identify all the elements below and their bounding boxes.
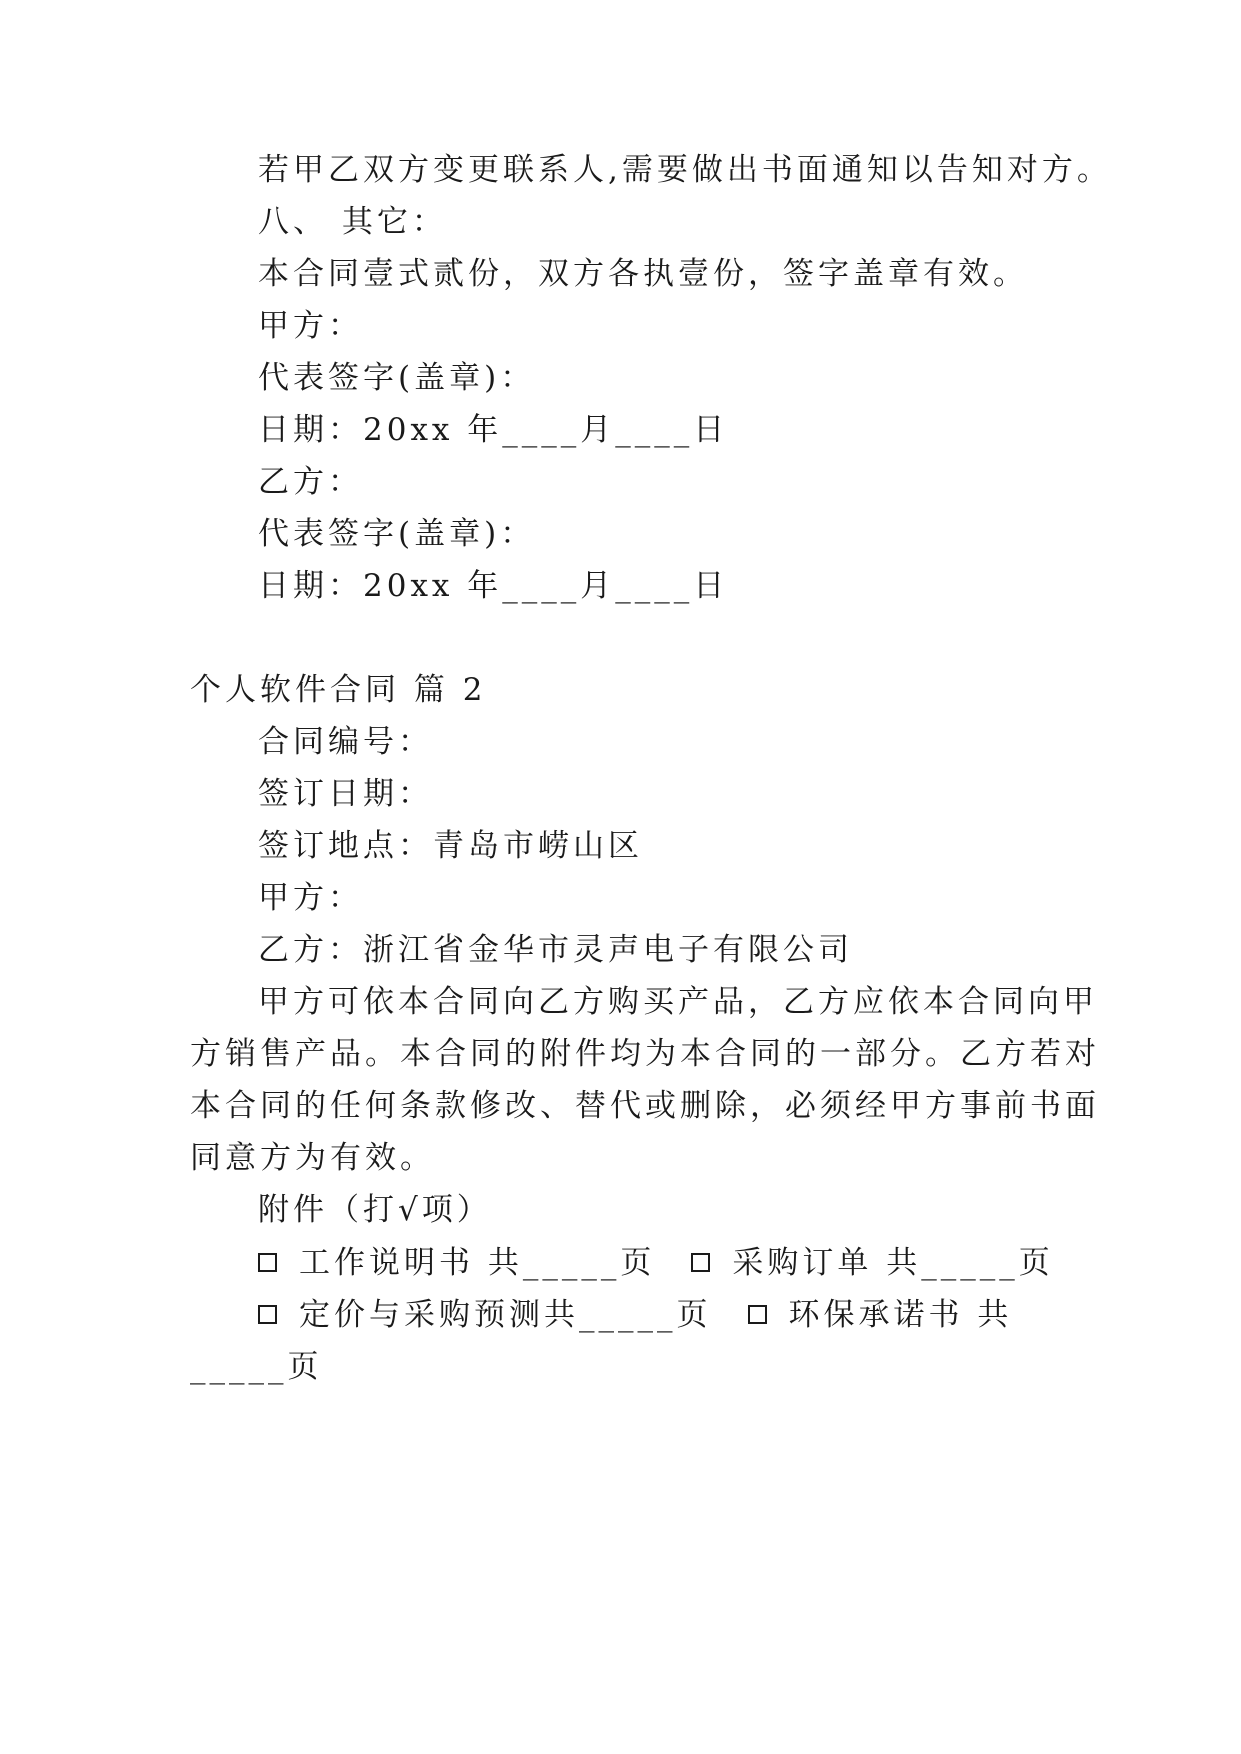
clause8-title: 八、 其它： [258, 204, 447, 240]
party-b-label: 乙方： [258, 464, 363, 500]
paragraph-line: 同意方为有效。 [190, 1140, 435, 1176]
clause8-text: 本合同壹式贰份，双方各执壹份，签字盖章有效。 [258, 256, 1028, 292]
paragraph-line: 方销售产品。本合同的附件均为本合同的一部分。乙方若对 [190, 1036, 1100, 1072]
sign-place: 签订地点：青岛市崂山区 [258, 828, 643, 864]
checkbox-icon[interactable] [748, 1305, 767, 1324]
checkbox-icon[interactable] [258, 1305, 277, 1324]
attachment-item: 工作说明书 共_____页 [299, 1245, 656, 1281]
party-a-signature: 代表签字(盖章)： [258, 360, 536, 396]
checkbox-icon[interactable] [691, 1253, 710, 1272]
attachment-row [258, 1243, 1054, 1283]
paragraph-line: 甲方可依本合同向乙方购买产品，乙方应依本合同向甲 [258, 984, 1098, 1020]
attachment-item: 定价与采购预测共_____页 [299, 1297, 712, 1333]
party-b-date: 日期：20xx 年____月____日 [258, 568, 729, 604]
section-heading: 个人软件合同 篇 2 [190, 672, 487, 708]
attachment-row [258, 1295, 1012, 1335]
attachments-label: 附件（打√项） [258, 1192, 492, 1228]
checkbox-icon[interactable] [258, 1253, 277, 1272]
contact-change-text: 若甲乙双方变更联系人,需要做出书面通知以告知对方。 [258, 152, 1112, 188]
attachment-item: 环保承诺书 共 [788, 1297, 1013, 1333]
party-a-label: 甲方： [258, 308, 363, 344]
party-b: 乙方：浙江省金华市灵声电子有限公司 [258, 932, 853, 968]
attachment-tail: _____页 [190, 1349, 323, 1385]
party-a-date: 日期：20xx 年____月____日 [258, 412, 729, 448]
attachment-item: 采购订单 共_____页 [732, 1245, 1054, 1281]
contract-number: 合同编号： [258, 724, 433, 760]
party-b-signature: 代表签字(盖章)： [258, 516, 536, 552]
party-a: 甲方： [258, 880, 363, 916]
sign-date: 签订日期： [258, 776, 433, 812]
paragraph-line: 本合同的任何条款修改、替代或删除，必须经甲方事前书面 [190, 1088, 1100, 1124]
